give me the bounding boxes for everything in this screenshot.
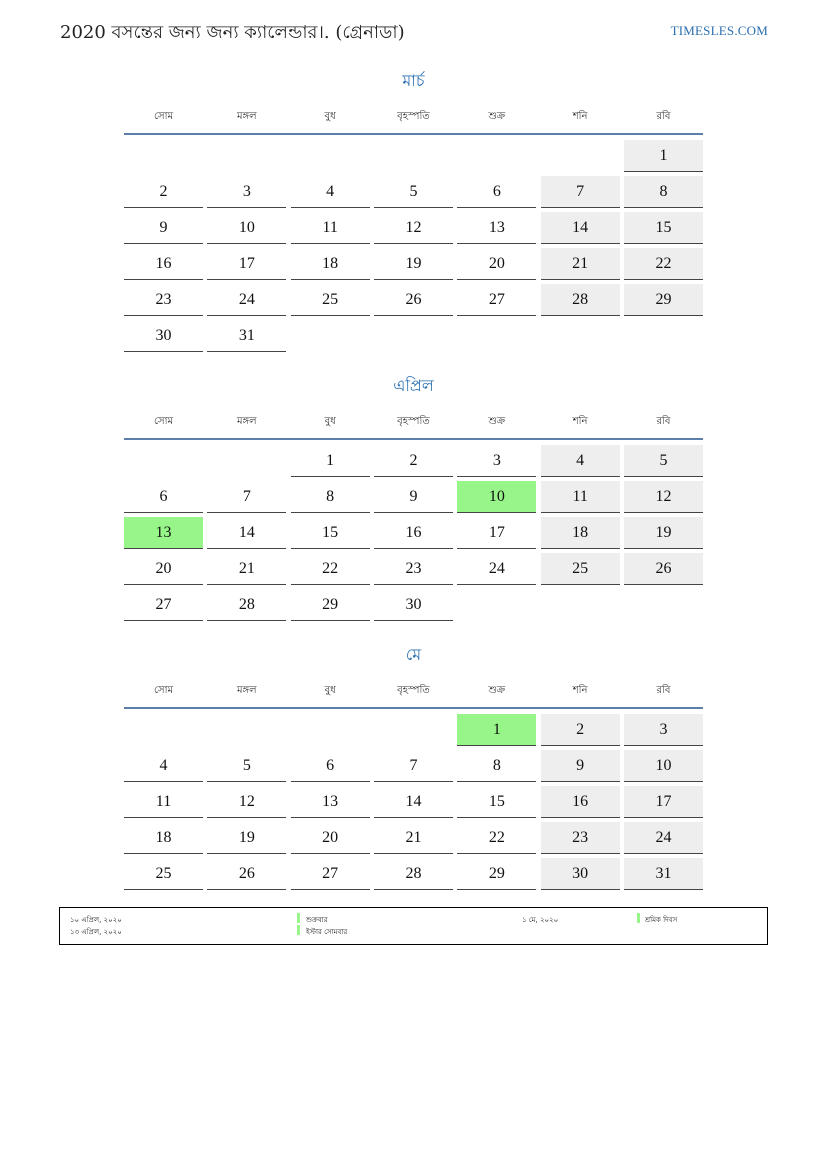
day-cell: 22: [457, 822, 536, 854]
weekday-label: সোম: [153, 111, 174, 122]
weekday-label: বুধ: [324, 111, 336, 122]
day-cell: 8: [291, 481, 370, 513]
empty-cell: [124, 140, 203, 172]
empty-cell: [207, 445, 286, 477]
day-cell: 27: [457, 284, 536, 316]
day-cell: 29: [457, 858, 536, 890]
day-cell: 17: [457, 517, 536, 549]
day-cell: 4: [291, 176, 370, 208]
day-cell: 25: [124, 858, 203, 890]
empty-cell: [457, 140, 536, 172]
day-cell: 11: [124, 786, 203, 818]
day-cell: 25: [291, 284, 370, 316]
day-cell: 4: [541, 445, 620, 477]
weekday-label: মঙ্গল: [237, 685, 257, 696]
day-cell: 11: [541, 481, 620, 513]
weekday-header: [124, 107, 703, 133]
weekday-label: রবি: [656, 416, 671, 427]
day-cell: 15: [291, 517, 370, 549]
day-cell: 28: [207, 589, 286, 621]
day-cell: 30: [541, 858, 620, 890]
day-cell: 20: [291, 822, 370, 854]
day-cell: 13: [124, 517, 203, 549]
day-cell: 26: [207, 858, 286, 890]
weekday-label: মঙ্গল: [237, 111, 257, 122]
weekday-label: শনি: [572, 111, 588, 122]
empty-cell: [457, 589, 536, 621]
day-cell: 20: [457, 248, 536, 280]
weekday-label: সোম: [153, 416, 174, 427]
day-cell: 16: [541, 786, 620, 818]
legend-holiday-name: শ্রমিক দিবস: [645, 916, 678, 924]
day-cell: 29: [291, 589, 370, 621]
month-may: [124, 643, 703, 890]
legend-date: ১৩ এপ্রিল, ২০২০: [70, 928, 122, 936]
header-rule: [124, 707, 703, 709]
day-cell: 21: [374, 822, 453, 854]
empty-cell: [207, 140, 286, 172]
day-cell: 21: [541, 248, 620, 280]
day-cell: 17: [207, 248, 286, 280]
day-cell: 3: [207, 176, 286, 208]
empty-cell: [291, 320, 370, 352]
day-cell: 4: [124, 750, 203, 782]
weekday-header: [124, 412, 703, 438]
header-rule: [124, 438, 703, 440]
empty-cell: [457, 320, 536, 352]
day-cell: 22: [291, 553, 370, 585]
day-cell: 23: [124, 284, 203, 316]
day-cell: 10: [457, 481, 536, 513]
site-link[interactable]: TIMESLES.COM: [670, 23, 768, 38]
empty-cell: [374, 714, 453, 746]
day-cell: 3: [457, 445, 536, 477]
day-cell: 30: [374, 589, 453, 621]
day-cell: 28: [374, 858, 453, 890]
day-cell: 28: [541, 284, 620, 316]
day-cell: 6: [291, 750, 370, 782]
empty-cell: [374, 140, 453, 172]
day-cell: 31: [624, 858, 703, 890]
empty-cell: [291, 714, 370, 746]
legend-holiday-name: ইস্টার সোমবার: [306, 928, 348, 936]
day-cell: 13: [457, 212, 536, 244]
day-cell: 29: [624, 284, 703, 316]
day-cell: 14: [374, 786, 453, 818]
weekday-label: বৃহস্পতি: [397, 416, 430, 427]
day-cell: 9: [541, 750, 620, 782]
empty-cell: [624, 589, 703, 621]
day-cell: 17: [624, 786, 703, 818]
weekday-label: শনি: [572, 685, 588, 696]
empty-cell: [291, 140, 370, 172]
weekday-label: বৃহস্পতি: [397, 685, 430, 696]
empty-cell: [374, 320, 453, 352]
month-title: মে: [405, 645, 422, 664]
day-cell: 24: [624, 822, 703, 854]
day-cell: 12: [624, 481, 703, 513]
weekday-label: বুধ: [324, 685, 336, 696]
day-cell: 23: [374, 553, 453, 585]
day-cell: 11: [291, 212, 370, 244]
holiday-legend: [59, 907, 768, 945]
empty-cell: [124, 445, 203, 477]
day-cell: 26: [624, 553, 703, 585]
day-cell: 1: [624, 140, 703, 172]
day-cell: 5: [207, 750, 286, 782]
legend-holiday-name: শুক্রবার: [306, 916, 328, 924]
month-title: মার্চ: [402, 71, 425, 90]
day-cell: 27: [291, 858, 370, 890]
day-cell: 7: [541, 176, 620, 208]
day-cell: 15: [624, 212, 703, 244]
day-grid: [124, 140, 703, 352]
day-cell: 8: [624, 176, 703, 208]
day-cell: 21: [207, 553, 286, 585]
legend-date: ১০ এপ্রিল, ২০২০: [70, 916, 122, 924]
day-cell: 16: [374, 517, 453, 549]
weekday-label: রবি: [656, 111, 671, 122]
day-cell: 24: [207, 284, 286, 316]
day-cell: 5: [374, 176, 453, 208]
empty-cell: [124, 714, 203, 746]
day-cell: 25: [541, 553, 620, 585]
day-cell: 22: [624, 248, 703, 280]
holiday-color-swatch: [297, 913, 300, 923]
weekday-label: শুক্র: [488, 685, 506, 696]
day-cell: 24: [457, 553, 536, 585]
day-cell: 7: [374, 750, 453, 782]
day-grid: [124, 445, 703, 621]
day-cell: 10: [624, 750, 703, 782]
day-cell: 14: [207, 517, 286, 549]
empty-cell: [541, 320, 620, 352]
weekday-label: শুক্র: [488, 416, 506, 427]
legend-date: ১ মে, ২০২০: [522, 916, 559, 924]
day-cell: 3: [624, 714, 703, 746]
day-cell: 6: [124, 481, 203, 513]
weekday-header: [124, 681, 703, 707]
day-cell: 18: [541, 517, 620, 549]
holiday-color-swatch: [637, 913, 640, 923]
weekday-label: শনি: [572, 416, 588, 427]
day-cell: 2: [124, 176, 203, 208]
weekday-label: মঙ্গল: [237, 416, 257, 427]
day-cell: 2: [541, 714, 620, 746]
day-cell: 5: [624, 445, 703, 477]
day-cell: 27: [124, 589, 203, 621]
day-cell: 20: [124, 553, 203, 585]
day-cell: 31: [207, 320, 286, 352]
day-cell: 2: [374, 445, 453, 477]
holiday-color-swatch: [297, 925, 300, 935]
day-cell: 30: [124, 320, 203, 352]
day-cell: 9: [374, 481, 453, 513]
day-cell: 1: [291, 445, 370, 477]
day-cell: 18: [291, 248, 370, 280]
day-cell: 19: [624, 517, 703, 549]
day-cell: 14: [541, 212, 620, 244]
empty-cell: [207, 714, 286, 746]
day-cell: 10: [207, 212, 286, 244]
month-title: এপ্রিল: [393, 376, 434, 395]
day-cell: 6: [457, 176, 536, 208]
day-cell: 26: [374, 284, 453, 316]
day-cell: 16: [124, 248, 203, 280]
empty-cell: [624, 320, 703, 352]
page-title: 2020 বসন্তের জন্য জন্য ক্যালেন্ডার।. (গ্রেনাডা): [60, 22, 405, 43]
day-cell: 23: [541, 822, 620, 854]
day-cell: 19: [374, 248, 453, 280]
weekday-label: বুধ: [324, 416, 336, 427]
day-cell: 7: [207, 481, 286, 513]
weekday-label: সোম: [153, 685, 174, 696]
day-cell: 19: [207, 822, 286, 854]
empty-cell: [541, 140, 620, 172]
empty-cell: [541, 589, 620, 621]
day-cell: 8: [457, 750, 536, 782]
weekday-label: শুক্র: [488, 111, 506, 122]
day-cell: 18: [124, 822, 203, 854]
day-cell: 1: [457, 714, 536, 746]
day-cell: 12: [374, 212, 453, 244]
header-rule: [124, 133, 703, 135]
weekday-label: বৃহস্পতি: [397, 111, 430, 122]
day-cell: 12: [207, 786, 286, 818]
day-cell: 9: [124, 212, 203, 244]
day-cell: 15: [457, 786, 536, 818]
weekday-label: রবি: [656, 685, 671, 696]
day-cell: 13: [291, 786, 370, 818]
month-april: [124, 374, 703, 621]
day-grid: [124, 714, 703, 890]
month-march: [124, 69, 703, 352]
